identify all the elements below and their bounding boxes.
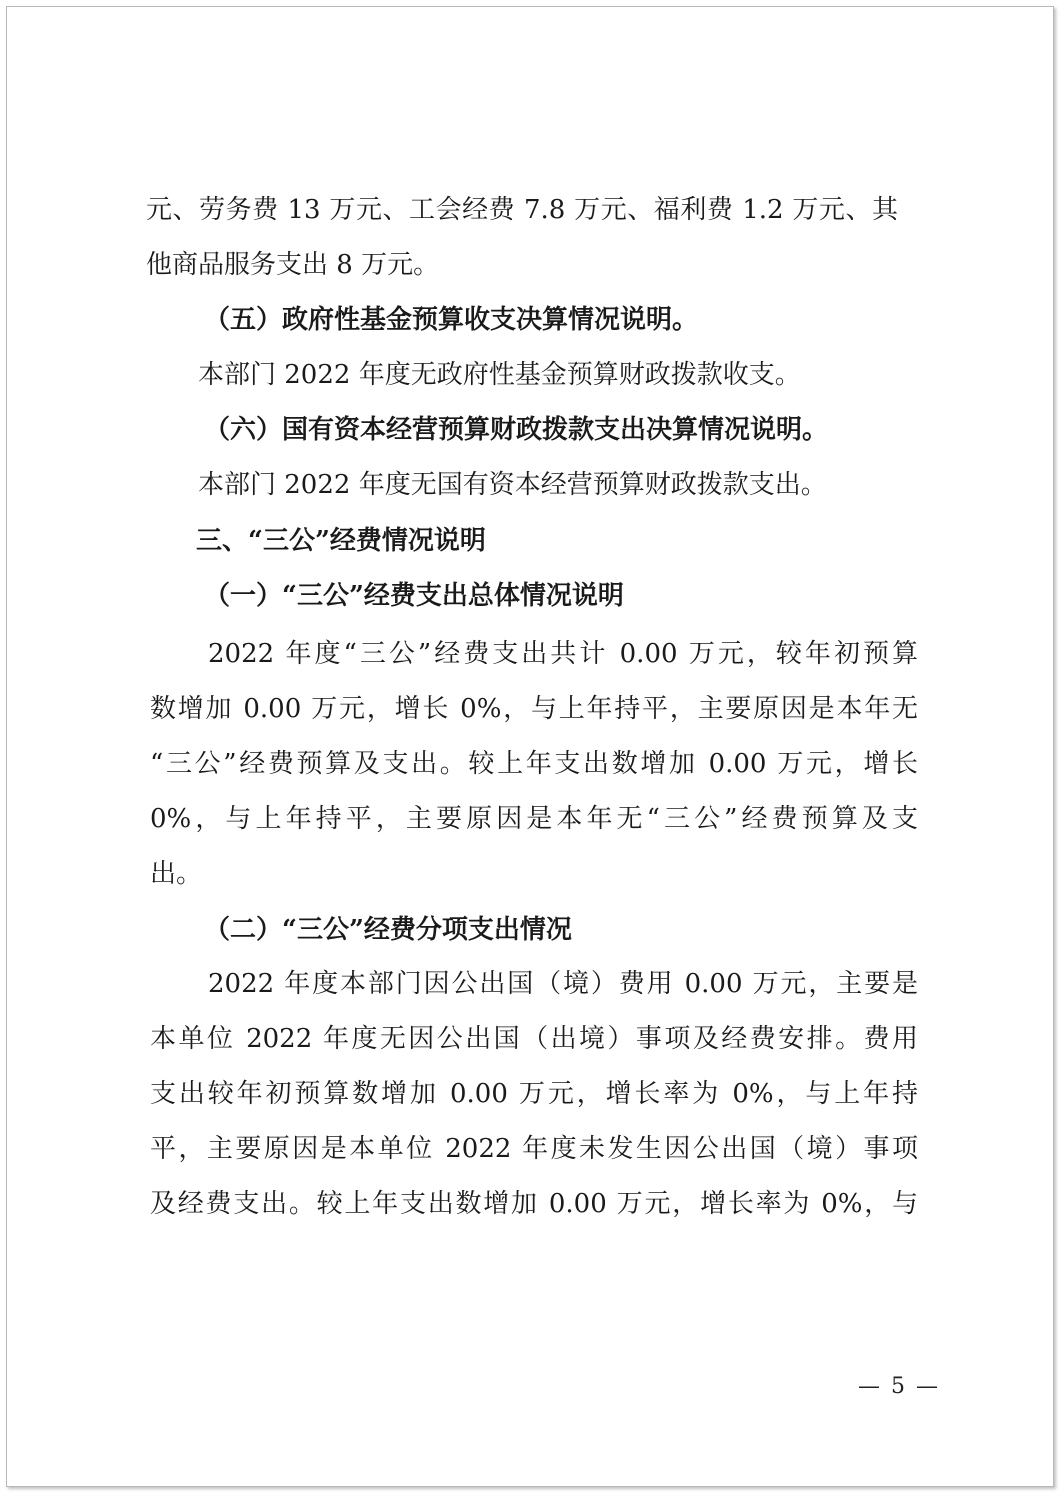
text-line: 他商品服务支出 8 万元。 — [146, 250, 440, 280]
section-heading: （五）政府性基金预算收支决算情况说明。 — [204, 305, 699, 335]
text-line: 出。 — [150, 859, 203, 889]
section-heading: 三、“三公”经费情况说明 — [196, 526, 486, 556]
text-line: 本部门 2022 年度无政府性基金预算财政拨款收支。 — [198, 360, 801, 390]
text-line: 0%，与上年持平，主要原因是本年无“三公”经费预算及支 — [150, 804, 918, 834]
section-heading: （二）“三公”经费分项支出情况 — [204, 915, 572, 945]
text-line: 元、劳务费 13 万元、工会经费 7.8 万元、福利费 1.2 万元、其 — [146, 195, 898, 225]
text-line: 2022 年度本部门因公出国（境）费用 0.00 万元，主要是 — [208, 969, 918, 999]
text-line: 数增加 0.00 万元，增长 0%，与上年持平，主要原因是本年无 — [150, 694, 918, 724]
text-line: 平，主要原因是本单位 2022 年度未发生因公出国（境）事项 — [150, 1134, 918, 1164]
section-heading: （六）国有资本经营预算财政拨款支出决算情况说明。 — [204, 415, 829, 445]
section-heading: （一）“三公”经费支出总体情况说明 — [204, 581, 624, 611]
text-line: 本单位 2022 年度无因公出国（出境）事项及经费安排。费用 — [150, 1024, 918, 1054]
text-line: 及经费支出。较上年支出数增加 0.00 万元，增长率为 0%，与 — [150, 1189, 918, 1219]
text-line: 支出较年初预算数增加 0.00 万元，增长率为 0%，与上年持 — [150, 1079, 918, 1109]
text-line: 本部门 2022 年度无国有资本经营预算财政拨款支出。 — [198, 470, 827, 500]
text-line: “三公”经费预算及支出。较上年支出数增加 0.00 万元，增长 — [150, 749, 918, 779]
text-line: 2022 年度“三公”经费支出共计 0.00 万元，较年初预算 — [208, 639, 918, 669]
page-number: — 5 — — [858, 1374, 940, 1399]
